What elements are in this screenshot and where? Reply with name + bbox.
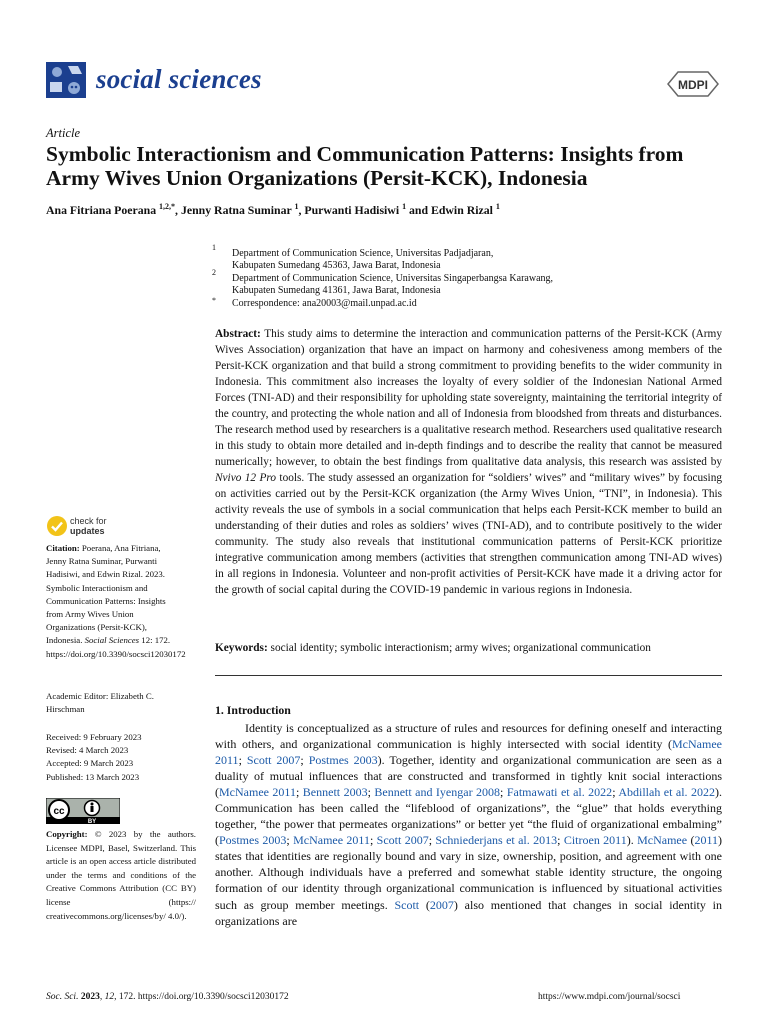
journal-logo-icon bbox=[46, 62, 86, 98]
citation-link[interactable]: 2011 bbox=[694, 833, 719, 848]
footer-doi: , 172. https://doi.org/10.3390/socsci12030172 bbox=[114, 992, 289, 1002]
check-updates-label: updates bbox=[70, 526, 105, 536]
author-list bbox=[46, 202, 500, 218]
affiliation-line: Department of Communication Science, Universitas Padjadjaran, bbox=[232, 248, 494, 259]
abstract bbox=[215, 326, 722, 598]
author-name: Ana Fitriana Poerana bbox=[46, 202, 160, 217]
date-received: Received: 9 February 2023 bbox=[46, 732, 142, 742]
citation-link[interactable]: McNamee 2011 bbox=[219, 785, 296, 800]
by-label: BY bbox=[87, 819, 97, 824]
check-updates-label: check for bbox=[70, 516, 107, 526]
citation-link[interactable]: Scott bbox=[394, 897, 420, 912]
affiliation-number: 1 bbox=[212, 243, 216, 252]
author-separator: , bbox=[298, 202, 305, 217]
citation-link[interactable]: Schniederjans et al. 2013 bbox=[435, 833, 558, 848]
body-text: ; bbox=[286, 833, 294, 848]
body-text: ). Communication has been called the “lifeblood of organizations”, the “glue” that holds everything together, “the power that permeates organizations” or better yet “the fluid of organizational embalming” ( bbox=[215, 785, 723, 848]
abstract-software-name: Nvivo 12 Pro bbox=[215, 472, 277, 484]
article-title: Symbolic Interactionism and Communication Patterns: Insights from Army Wives Union Organizations (Persit-KCK), Indonesia bbox=[46, 142, 684, 190]
citation-link[interactable]: Postmes 2003 bbox=[219, 833, 287, 848]
citation-link[interactable]: Fatmawati et al. 2022 bbox=[506, 785, 613, 800]
section-divider bbox=[215, 675, 722, 676]
citation-text: Poerana, Ana Fitriana, Jenny Ratna Suminar, Purwanti Hadisiwi, and Edwin Rizal. 2023. Symbolic Interactionism and Communication Patterns: Insights from Army Wives Union Organizations (Persit-KCK), Indonesia. bbox=[46, 543, 166, 646]
academic-editor: Academic Editor: Elizabeth C. Hirschman bbox=[46, 691, 154, 715]
abstract-text: This study aims to determine the interaction and communication patterns of the Persit-KCK (Army Wives Association) organization that have an impact on harmony and cohesiveness among members of the Persit-KCK organization and that build a strong commitment to providing benefits to the wider community in Indonesia. This commitment also increases the loyalty of every soldier of the Indonesian National Armed Forces (TNI-AD) and their responsibility for upholding state sovereignty, maintaining the territorial integrity of the country, and protecting the whole nation and all of Indonesia from bloodshed from threats and disturbances. The research method used by researchers is a qualitative research method. Researchers used qualitative research in this study to obtain more detailed and in-depth findings and to describe the reality that cannot be measured numerically; however, to obtain the best findings from qualitative data analysis, this research was assisted by bbox=[215, 328, 722, 468]
citation-link[interactable]: McNamee bbox=[637, 833, 688, 848]
author-separator: , bbox=[175, 202, 181, 217]
body-text: ; bbox=[612, 785, 619, 800]
body-text: ; bbox=[557, 833, 564, 848]
introduction-paragraph bbox=[215, 720, 722, 929]
body-text: ; bbox=[296, 785, 303, 800]
check-updates-icon bbox=[46, 515, 68, 537]
citation-link[interactable]: McNamee 2011 bbox=[215, 737, 722, 768]
citation-link[interactable]: Citroen 2011 bbox=[563, 833, 627, 848]
correspondence-marker: * bbox=[212, 296, 216, 305]
citation-link[interactable]: McNamee 2011 bbox=[293, 833, 370, 848]
citation-label: Citation: bbox=[46, 543, 80, 553]
date-revised: Revised: 4 March 2023 bbox=[46, 745, 129, 756]
abstract-text: tools. The study assessed an organization for “soldiers’ wives” and “military wives” by focusing on activities carried out by the Persit-KCK organization (the Army Wives Union, “TNI”, in Indonesia). This activity reveals the use of symbols in a social communication that helps each Persit-KCK member to build an understanding of their duties and roles as soldiers’ wives (TNI-AD), and to contribute positively to the wider community. The study also reveals that institutional communication patterns of Persit-KCK prioritize integrative communication among members (activities that strengthen communication among TNI-AD wives) in all regions in Indonesia. Volunteer and non-profit activities of Persit-KCK have made it a driving actor for the growth of social capital during the COVID-19 pandemic in various regions in Indonesia. bbox=[215, 472, 722, 596]
author-name: Jenny Ratna Suminar bbox=[180, 202, 295, 217]
author-affiliation-marker: 1 bbox=[495, 202, 500, 211]
affiliation-line: Department of Communication Science, Universitas Singaperbangsa Karawang, bbox=[232, 273, 554, 284]
author-affiliation-marker: 1 bbox=[402, 202, 407, 211]
body-text: ) states that identities are regionally bound and vary in size, ownership, position, and agreement with one another. Although individuals have a preferred and somewhat stable identity structure, the ongoing formation of our identity through organizational communication is influenced by situational activities such as group member meetings. bbox=[215, 833, 723, 912]
affiliation-number: 2 bbox=[212, 268, 216, 277]
keywords-text: social identity; symbolic interactionism; army wives; organizational communication bbox=[267, 642, 651, 654]
cc-label: cc bbox=[53, 806, 65, 817]
footer-citation bbox=[46, 992, 289, 1002]
citation-link[interactable]: Scott 2007 bbox=[246, 753, 301, 768]
body-text: ; bbox=[500, 785, 507, 800]
body-text: ; bbox=[300, 753, 309, 768]
citation bbox=[46, 542, 186, 661]
correspondence-email[interactable]: Correspondence: ana20003@mail.unpad.ac.id bbox=[232, 298, 417, 309]
citation-link[interactable]: Abdillah et al. 2022 bbox=[618, 785, 716, 800]
body-text: Identity is conceptualized as a structure of rules and resources for defining oneself and interacting with others, and organizational communication is highly intersected with social identity ( bbox=[215, 721, 722, 752]
author-name: Edwin Rizal bbox=[430, 202, 496, 217]
publication-dates bbox=[46, 731, 181, 784]
footer-journal-url[interactable]: https://www.mdpi.com/journal/socsci bbox=[538, 992, 681, 1002]
copyright-notice bbox=[46, 828, 196, 923]
author-separator: and bbox=[406, 202, 431, 217]
body-text: ( bbox=[419, 897, 430, 912]
citation-doi: 12: 172. https://doi.org/10.3390/socsci12030172 bbox=[46, 635, 186, 659]
body-text: ; bbox=[367, 785, 375, 800]
keywords bbox=[215, 642, 722, 654]
footer-year: 2023 bbox=[78, 992, 100, 1002]
footer-journal-abbrev: Soc. Sci. bbox=[46, 992, 79, 1002]
citation-link[interactable]: Bennett 2003 bbox=[302, 785, 368, 800]
copyright-text: © 2023 by the authors. Licensee MDPI, Basel, Switzerland. This article is an open access article distributed under the terms and conditions of the Creative Commons Attribution (CC BY) license (https:// creativecommons.org/licenses/by/ 4.0/). bbox=[46, 829, 196, 921]
author-name: Purwanti Hadisiwi bbox=[304, 202, 403, 217]
citation-journal: Social Sciences bbox=[84, 635, 140, 646]
date-accepted: Accepted: 9 March 2023 bbox=[46, 758, 134, 769]
body-text: ). bbox=[626, 833, 638, 848]
body-text: ; bbox=[369, 833, 377, 848]
date-published: Published: 13 March 2023 bbox=[46, 771, 140, 782]
citation-link[interactable]: 2007 bbox=[429, 897, 454, 912]
footer-volume: , 12 bbox=[99, 992, 115, 1002]
citation-link[interactable]: Scott 2007 bbox=[376, 833, 429, 848]
affiliation-line: Kabupaten Sumedang 41361, Jawa Barat, Indonesia bbox=[232, 285, 441, 296]
affiliation-line: Kabupaten Sumedang 45363, Jawa Barat, Indonesia bbox=[232, 260, 441, 271]
journal-name: social sciences bbox=[96, 64, 262, 94]
author-affiliation-marker: 1 bbox=[294, 202, 299, 211]
body-text: ). Together, identity and organizational communication are seen as a duality of mutual influences that are constructed and transformed in tightly knit social interactions ( bbox=[215, 753, 723, 800]
body-text: ( bbox=[687, 833, 695, 848]
author-affiliation-marker: 1,2,* bbox=[159, 202, 176, 211]
check-for-updates-button[interactable] bbox=[46, 515, 126, 539]
citation-link[interactable]: Bennett and Iyengar 2008 bbox=[374, 785, 501, 800]
body-text: ; bbox=[238, 753, 247, 768]
publisher-logo bbox=[666, 70, 720, 98]
article-type: Article bbox=[46, 126, 81, 140]
body-text: ; bbox=[428, 833, 436, 848]
copyright-label: Copyright: bbox=[46, 829, 88, 839]
publisher-name: MDPI bbox=[678, 78, 708, 92]
abstract-label: Abstract: bbox=[215, 328, 261, 340]
body-text: ) also mentioned that changes in social identity in organizations are bbox=[215, 897, 722, 928]
keywords-label: Keywords: bbox=[215, 642, 268, 654]
cc-by-license-badge[interactable] bbox=[46, 798, 120, 824]
citation-link[interactable]: Postmes 2003 bbox=[308, 753, 378, 768]
section-heading-introduction: 1. Introduction bbox=[215, 703, 291, 717]
